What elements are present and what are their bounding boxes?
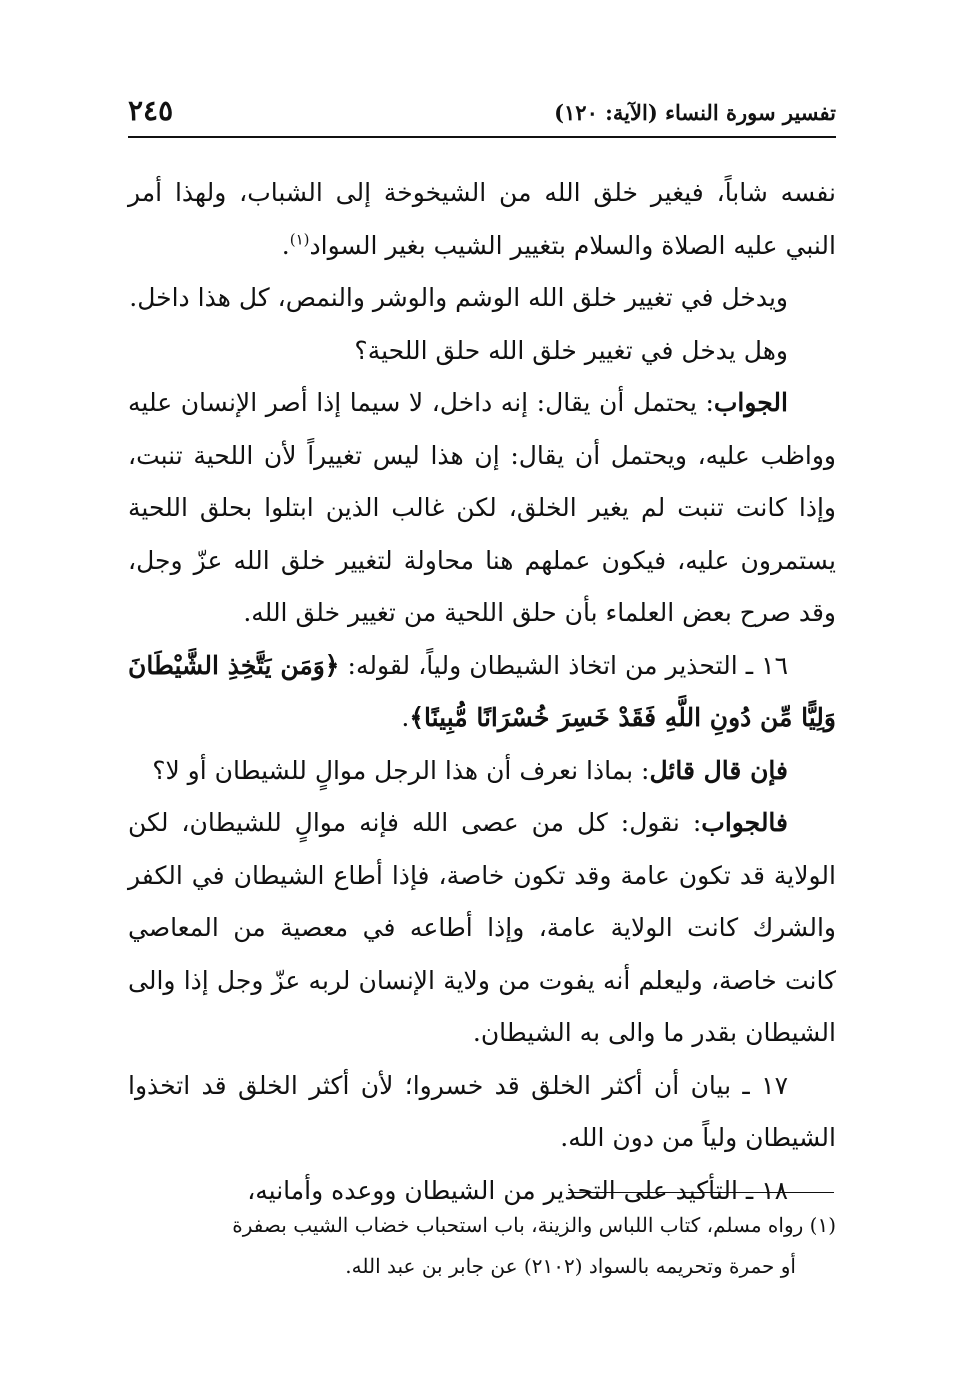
paragraph-2: ويدخل في تغيير خلق الله الوشم والوشر والنمص، كل هذا داخل. xyxy=(129,283,788,312)
footnote-1: (١) رواه مسلم، كتاب اللباس والزينة، باب استحباب خضاب الشيب بصفرة xyxy=(232,1213,836,1237)
footnote-ref-1: (١) xyxy=(289,230,310,249)
question-lead: فإن قال قائل xyxy=(649,755,788,785)
footnotes xyxy=(128,1205,836,1287)
paragraph-7: فالجواب: نقول: كل من عصى الله فإنه موالٍ للشيطان، لكن الولاية قد تكون عامة وقد تكون خاصة، فإذا أطاع الشيطان في الكفر والشرك كانت الولاية عامة، وإذا أطاعه في معصية من المعاصي كانت خاصة، وليعلم أنه يفوت من ولاية الإنسان لربه عزّ وجل إذا والى الشيطان بقدر ما والى به الشيطان. xyxy=(128,808,836,1047)
quran-verse: ﴿وَمَن يَتَّخِذِ الشَّيْطَانَ وَلِيًّا مِّن دُونِ اللَّهِ فَقَدْ خَسِرَ خُسْرَانًا مُّبِينًا﴾ xyxy=(128,650,836,732)
paragraph-3: وهل يدخل في تغيير خلق الله حلق اللحية؟ xyxy=(354,335,788,365)
paragraph-6: فإن قال قائل: بماذا نعرف أن هذا الرجل موالٍ للشيطان أو لا؟ xyxy=(152,755,788,785)
header-divider xyxy=(128,136,836,138)
footnote-marker: (١) xyxy=(809,1213,836,1237)
answer-lead: الجواب xyxy=(713,388,788,417)
page-number: ٢٤٥ xyxy=(128,94,174,127)
answer-lead-2: فالجواب xyxy=(701,808,788,837)
paragraph-1: نفسه شاباً، فيغير خلق الله من الشيخوخة إلى الشباب، ولهذا أمر النبي عليه الصلاة والسلام بتغيير الشيب بغير السواد$^{(١)}$. xyxy=(128,178,836,260)
paragraph-9: ١٨ ـ التأكيد على التحذير من الشيطان ووعده وأمانيه، xyxy=(247,1175,788,1205)
footnote-1-continued: أو حمرة وتحريمه بالسواد (٢١٠٢) عن جابر بن عبد الله. xyxy=(345,1254,796,1278)
paragraph-4: الجواب: يحتمل أن يقال: إنه داخل، لا سيما إذا أصر الإنسان عليه وواظب عليه، ويحتمل أن يقال: إن هذا ليس تغييراً لأن اللحية تنبت، وإذا كانت تنبت لم يغير الخلق، لكن غالب الذين ابتلوا بحلق اللحية يستمرون عليه، فيكون عملهم هنا محاولة لتغيير خلق الله عزّ وجل، وقد صرح بعض العلماء بأن حلق اللحية من تغيير خلق الله. xyxy=(128,388,836,627)
running-title: تفسير سورة النساء (الآية: ١٢٠) xyxy=(554,100,836,125)
paragraph-8: ١٧ ـ بيان أن أكثر الخلق قد خسروا؛ لأن أكثر الخلق قد اتخذوا الشيطان ولياً من دون الله. xyxy=(128,1070,836,1152)
main-text xyxy=(128,167,836,1217)
page-header xyxy=(128,92,836,132)
paragraph-5: ١٦ ـ التحذير من اتخاذ الشيطان ولياً، لقوله: ﴿وَمَن يَتَّخِذِ الشَّيْطَانَ وَلِيًّا مِّن دُونِ اللَّهِ فَقَدْ خَسِرَ خُسْرَانًا مُّبِينًا﴾. xyxy=(128,650,836,732)
footnote-divider xyxy=(568,1192,834,1193)
